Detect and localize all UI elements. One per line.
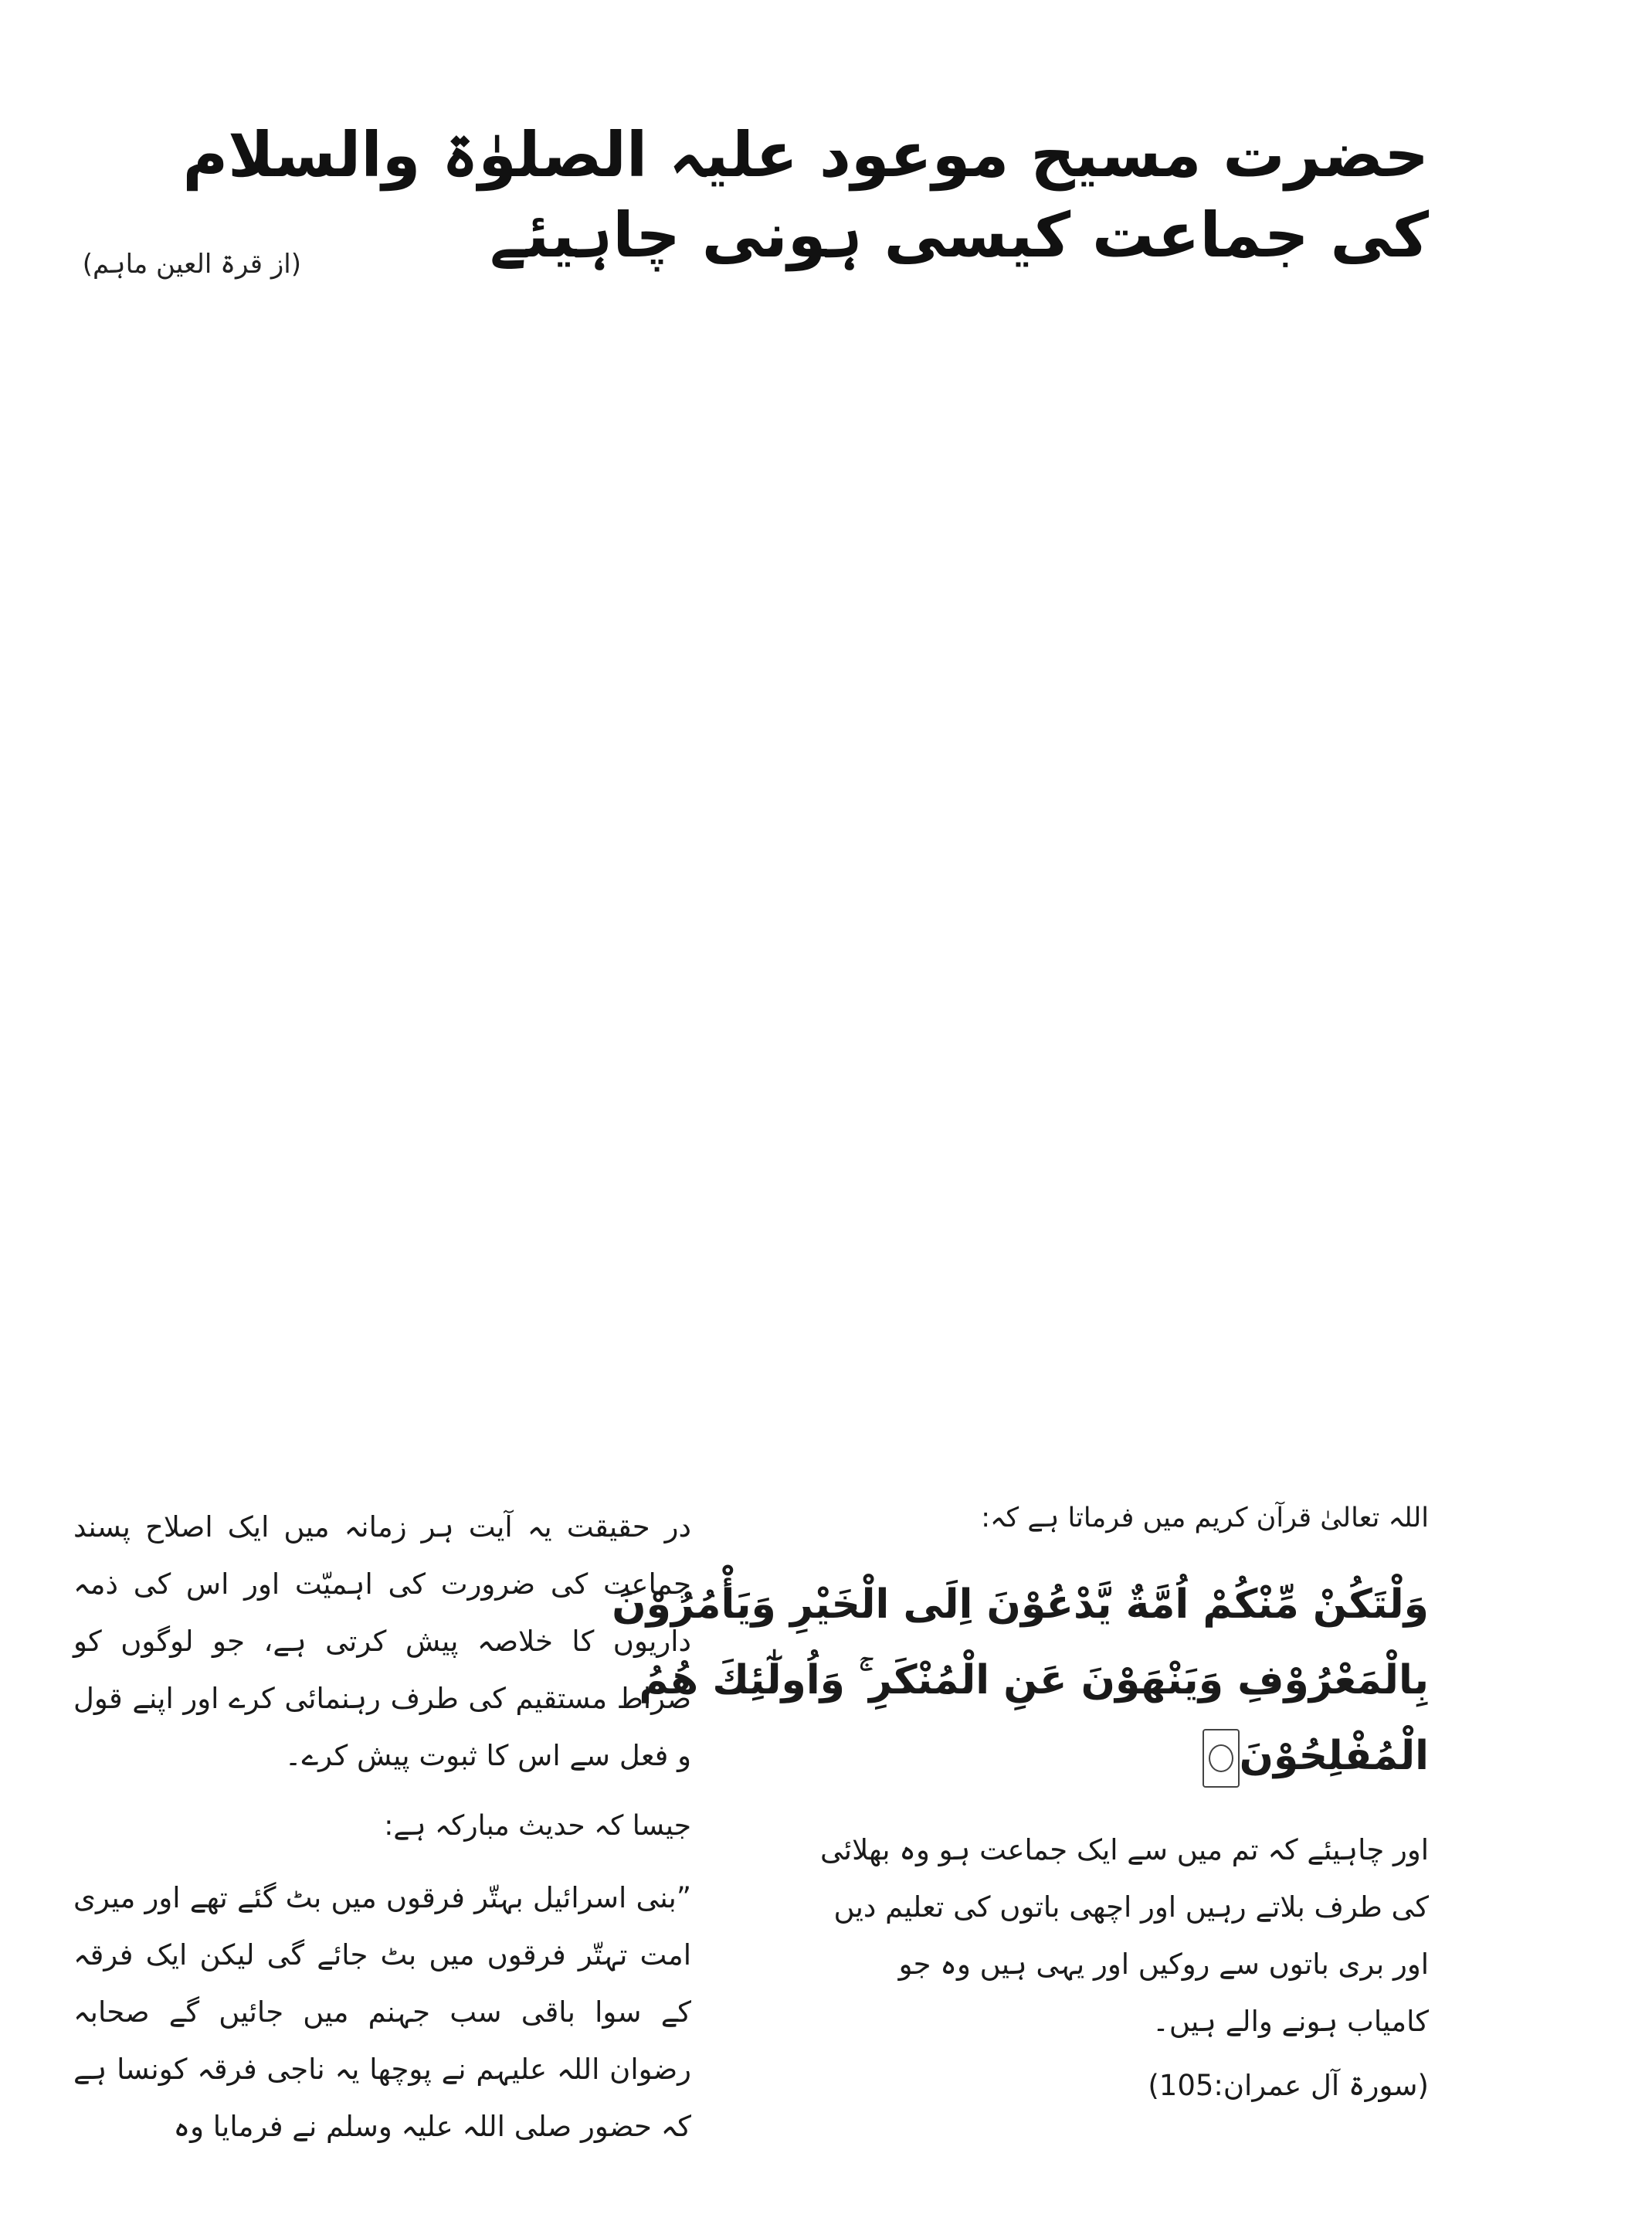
ayah-end-marker-icon bbox=[1203, 1729, 1240, 1788]
right-column bbox=[612, 1499, 1429, 2109]
verse-intro: اللہ تعالیٰ قرآن کریم میں فرماتا ہے کہ: bbox=[981, 1503, 1429, 1533]
quran-verse bbox=[612, 1567, 1429, 1794]
hadith-paragraph: ”بنی اسرائیل بہتّر فرقوں میں بٹ گئے تھے اور میری امت تہتّر فرقوں میں بٹ جائے گی لیکن ایک فرقہ کے سوا باقی سب جہنم میں جائیں گے صحابہ رضوان اللہ علیہم نے پوچھا یہ ناجی فرقہ کونسا ہے کہ حضور صلی اللہ علیہ وسلم نے فرمایا وہ bbox=[73, 1881, 691, 2143]
verse-line: الْمُفْلِحُوْنَ bbox=[1239, 1733, 1429, 1779]
page-title: حضرت مسیح موعود علیہ الصلوٰۃ والسلام کی جماعت کیسی ہونی چاہیئے bbox=[182, 118, 1429, 271]
hadith-intro: جیسا کہ حدیث مبارکہ ہے: bbox=[384, 1810, 691, 1842]
verse-line: وَلْتَكُنْ مِّنْكُمْ اُمَّةٌ يَّدْعُوْنَ اِلَى الْخَيْرِ وَيَأْمُرُوْنَ bbox=[612, 1581, 1429, 1628]
verse-line: بِالْمَعْرُوْفِ وَيَنْهَوْنَ عَنِ الْمُنْكَرِ ۚ وَاُولٰٓئِكَ هُمُ bbox=[639, 1657, 1429, 1703]
verse-translation: اور چاہیئے کہ تم میں سے ایک جماعت ہو وہ بھلائی کی طرف بلاتے رہیں اور اچھی باتوں کی تعلیم دیں اور بری باتوں سے روکیں اور یہی ہیں وہ جو کامیاب ہونے والے ہیں۔ bbox=[819, 1833, 1429, 2038]
author-byline: (از قرۃ العین ماہم) bbox=[82, 249, 301, 280]
verse-reference: (سورۃ آل عمران:105) bbox=[1148, 2069, 1429, 2102]
verse-line-last bbox=[811, 1718, 1429, 1794]
left-column bbox=[73, 1499, 691, 2174]
body-paragraph: در حقیقت یہ آیت ہر زمانہ میں ایک اصلاح پسند جماعت کی ضرورت کی اہمیّت اور اس کی ذمہ داریوں کا خلاصہ پیش کرتی ہے، جو لوگوں کو صراط مستقیم کی طرف رہنمائی کرے اور اپنے قول و فعل سے اس کا ثبوت پیش کرے۔ bbox=[73, 1510, 691, 1772]
